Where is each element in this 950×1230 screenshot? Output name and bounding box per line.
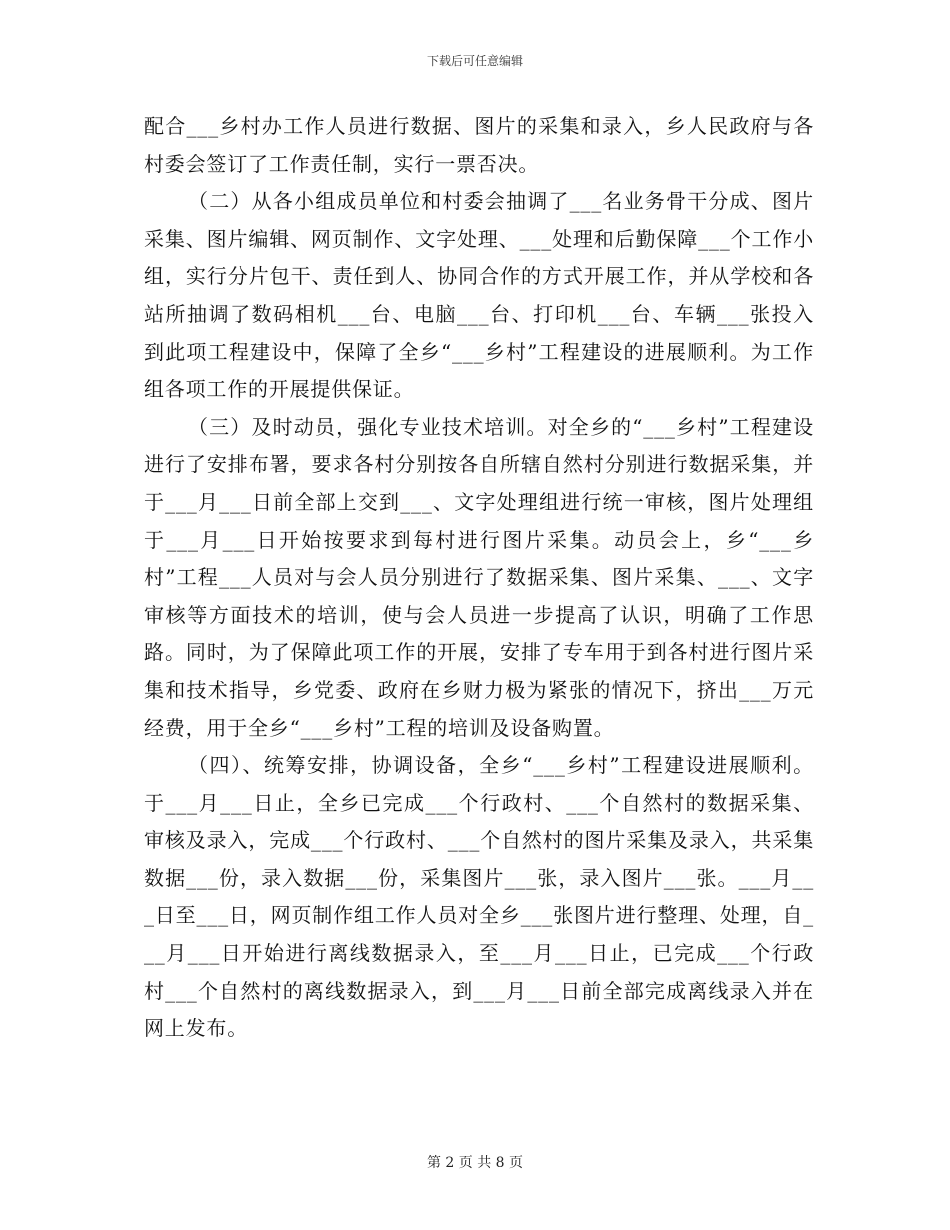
paragraph-2: （二）从各小组成员单位和村委会抽调了___名业务骨干分成、图片采集、图片编辑、网页制作、文字处理、___处理和后勤保障___个工作小组，实行分片包干、责任到人、协同合作的方式开展工作，并从学校和各站所抽调了数码相机___台、电脑___台、打印机___台、车辆___张投入到此项工程建设中，保障了全乡“___乡村”工程建设的进展顺利。为工作组各项工作的开展提供保证。: [144, 189, 814, 402]
paragraph-1: 配合___乡村办工作人员进行数据、图片的采集和录入，乡人民政府与各村委会签订了工作责任制，实行一票否决。: [144, 114, 814, 176]
paragraph-3: （三）及时动员，强化专业技术培训。对全乡的“___乡村”工程建设进行了安排布署，要求各村分别按各自所辖自然村分别进行数据采集，并于___月___日前全部上交到___、文字处理组进行统一审核，图片处理组于___月___日开始按要求到每村进行图片采集。动员会上，乡“___乡村”工程___人员对与会人员分别进行了数据采集、图片采集、___、文字审核等方面技术的培训，使与会人员进一步提高了认识，明确了工作思路。同时，为了保障此项工作的开展，安排了专车用于到各村进行图片采集和技术指导，乡党委、政府在乡财力极为紧张的情况下，挤出___万元经费，用于全乡“___乡村”工程的培训及设备购置。: [144, 414, 814, 740]
paragraph-4: （四）、统筹安排，协调设备，全乡“___乡村”工程建设进展顺利。于___月___日止，全乡已完成___个行政村、___个自然村的数据采集、审核及录入，完成___个行政村、___个自然村的图片采集及录入，共采集数据___份，录入数据___份，采集图片___张，录入图片___张。___月___日至___日，网页制作组工作人员对全乡___张图片进行整理、处理，自___月___日开始进行离线数据录入，至___月___日止，已完成___个行政村___个自然村的离线数据录入，到___月___日前全部完成离线录入并在网上发布。: [144, 753, 814, 1041]
page-number: 第 2 页 共 8 页: [426, 1155, 524, 1171]
page-header-note: 下载后可任意编辑: [426, 54, 523, 68]
document-body: [144, 108, 814, 1048]
